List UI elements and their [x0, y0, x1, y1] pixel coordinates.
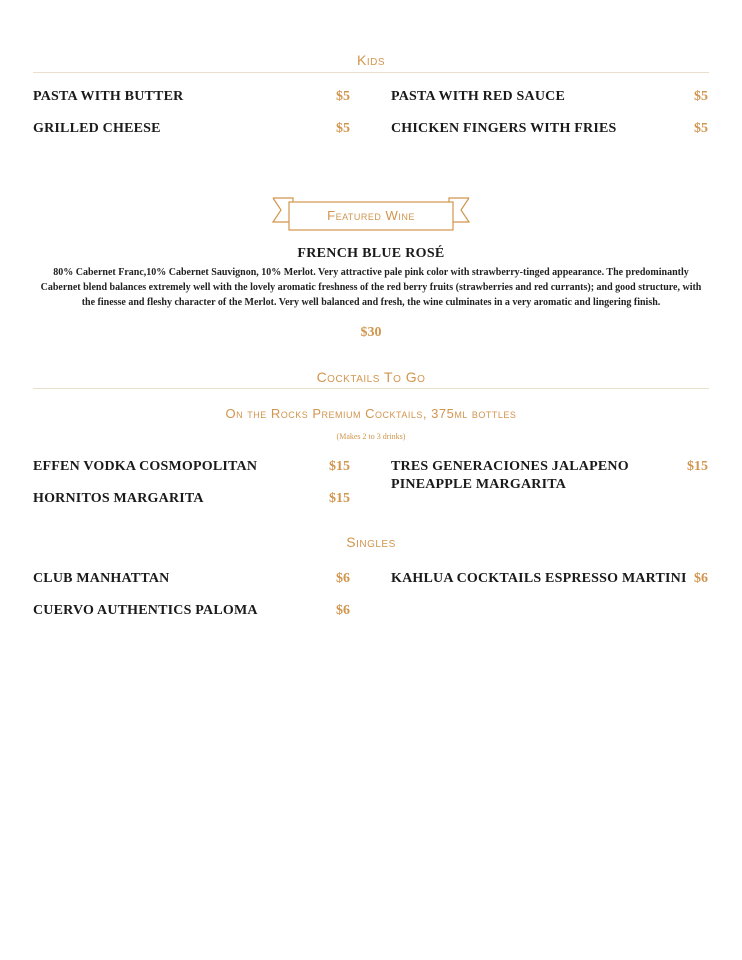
menu-item-tres-generaciones: TRES GENERACIONES JALAPENO [391, 459, 629, 474]
premium-cocktails-note: (Makes 2 to 3 drinks) [336, 432, 406, 441]
menu-item-tres-generaciones-line2: PINEAPPLE MARGARITA [391, 477, 567, 492]
wine-description: 80% Cabernet Franc,10% Cabernet Sauvignon, 10% Merlot. Very attractive pale pink color with strawberry-tinged appearance. The predominantly Cabernet blend balances extremely well with the lovely aromatic freshness of the red berry fruits (strawberries and red currants); and good structure, with the finesse and fleshy character of the Merlot. Very well balanced and fresh, the wine culminates in a very aromatic and lingering finish. [40, 267, 702, 308]
menu-item-pasta-butter: PASTA WITH BUTTER [33, 89, 184, 104]
price-grilled-cheese: $5 [336, 121, 350, 136]
menu-item-hornitos-margarita: HORNITOS MARGARITA [33, 491, 204, 506]
menu-item-cuervo-paloma: CUERVO AUTHENTICS PALOMA [33, 603, 258, 618]
price-kahlua-espresso-martini: $6 [694, 571, 708, 586]
wine-price: $30 [360, 325, 382, 340]
cocktails-section-title: Cocktails To Go [316, 369, 426, 385]
menu-item-pasta-red-sauce: PASTA WITH RED SAUCE [391, 89, 565, 104]
price-tres-generaciones: $15 [687, 459, 708, 474]
cocktails-divider [33, 388, 709, 389]
featured-wine-banner-label: Featured Wine [327, 208, 415, 223]
menu-item-effen-cosmopolitan: EFFEN VODKA COSMOPOLITAN [33, 459, 258, 474]
premium-cocktails-subtitle: On the Rocks Premium Cocktails, 375ml bottles [225, 406, 517, 421]
wine-name: FRENCH BLUE ROSÉ [297, 246, 445, 261]
price-effen-cosmopolitan: $15 [329, 459, 350, 474]
menu-item-kahlua-espresso-martini: KAHLUA COCKTAILS ESPRESSO MARTINI [391, 571, 687, 586]
price-pasta-red-sauce: $5 [694, 89, 708, 104]
price-cuervo-paloma: $6 [336, 603, 350, 618]
kids-section-title: Kids [356, 52, 385, 68]
price-chicken-fingers: $5 [694, 121, 708, 136]
menu-item-club-manhattan: CLUB MANHATTAN [33, 571, 170, 586]
price-hornitos-margarita: $15 [329, 491, 350, 506]
price-pasta-butter: $5 [336, 89, 350, 104]
price-club-manhattan: $6 [336, 571, 350, 586]
kids-divider [33, 72, 709, 73]
singles-section-title: Singles [346, 534, 396, 550]
menu-item-chicken-fingers: CHICKEN FINGERS WITH FRIES [391, 121, 617, 136]
menu-item-grilled-cheese: GRILLED CHEESE [33, 121, 161, 136]
